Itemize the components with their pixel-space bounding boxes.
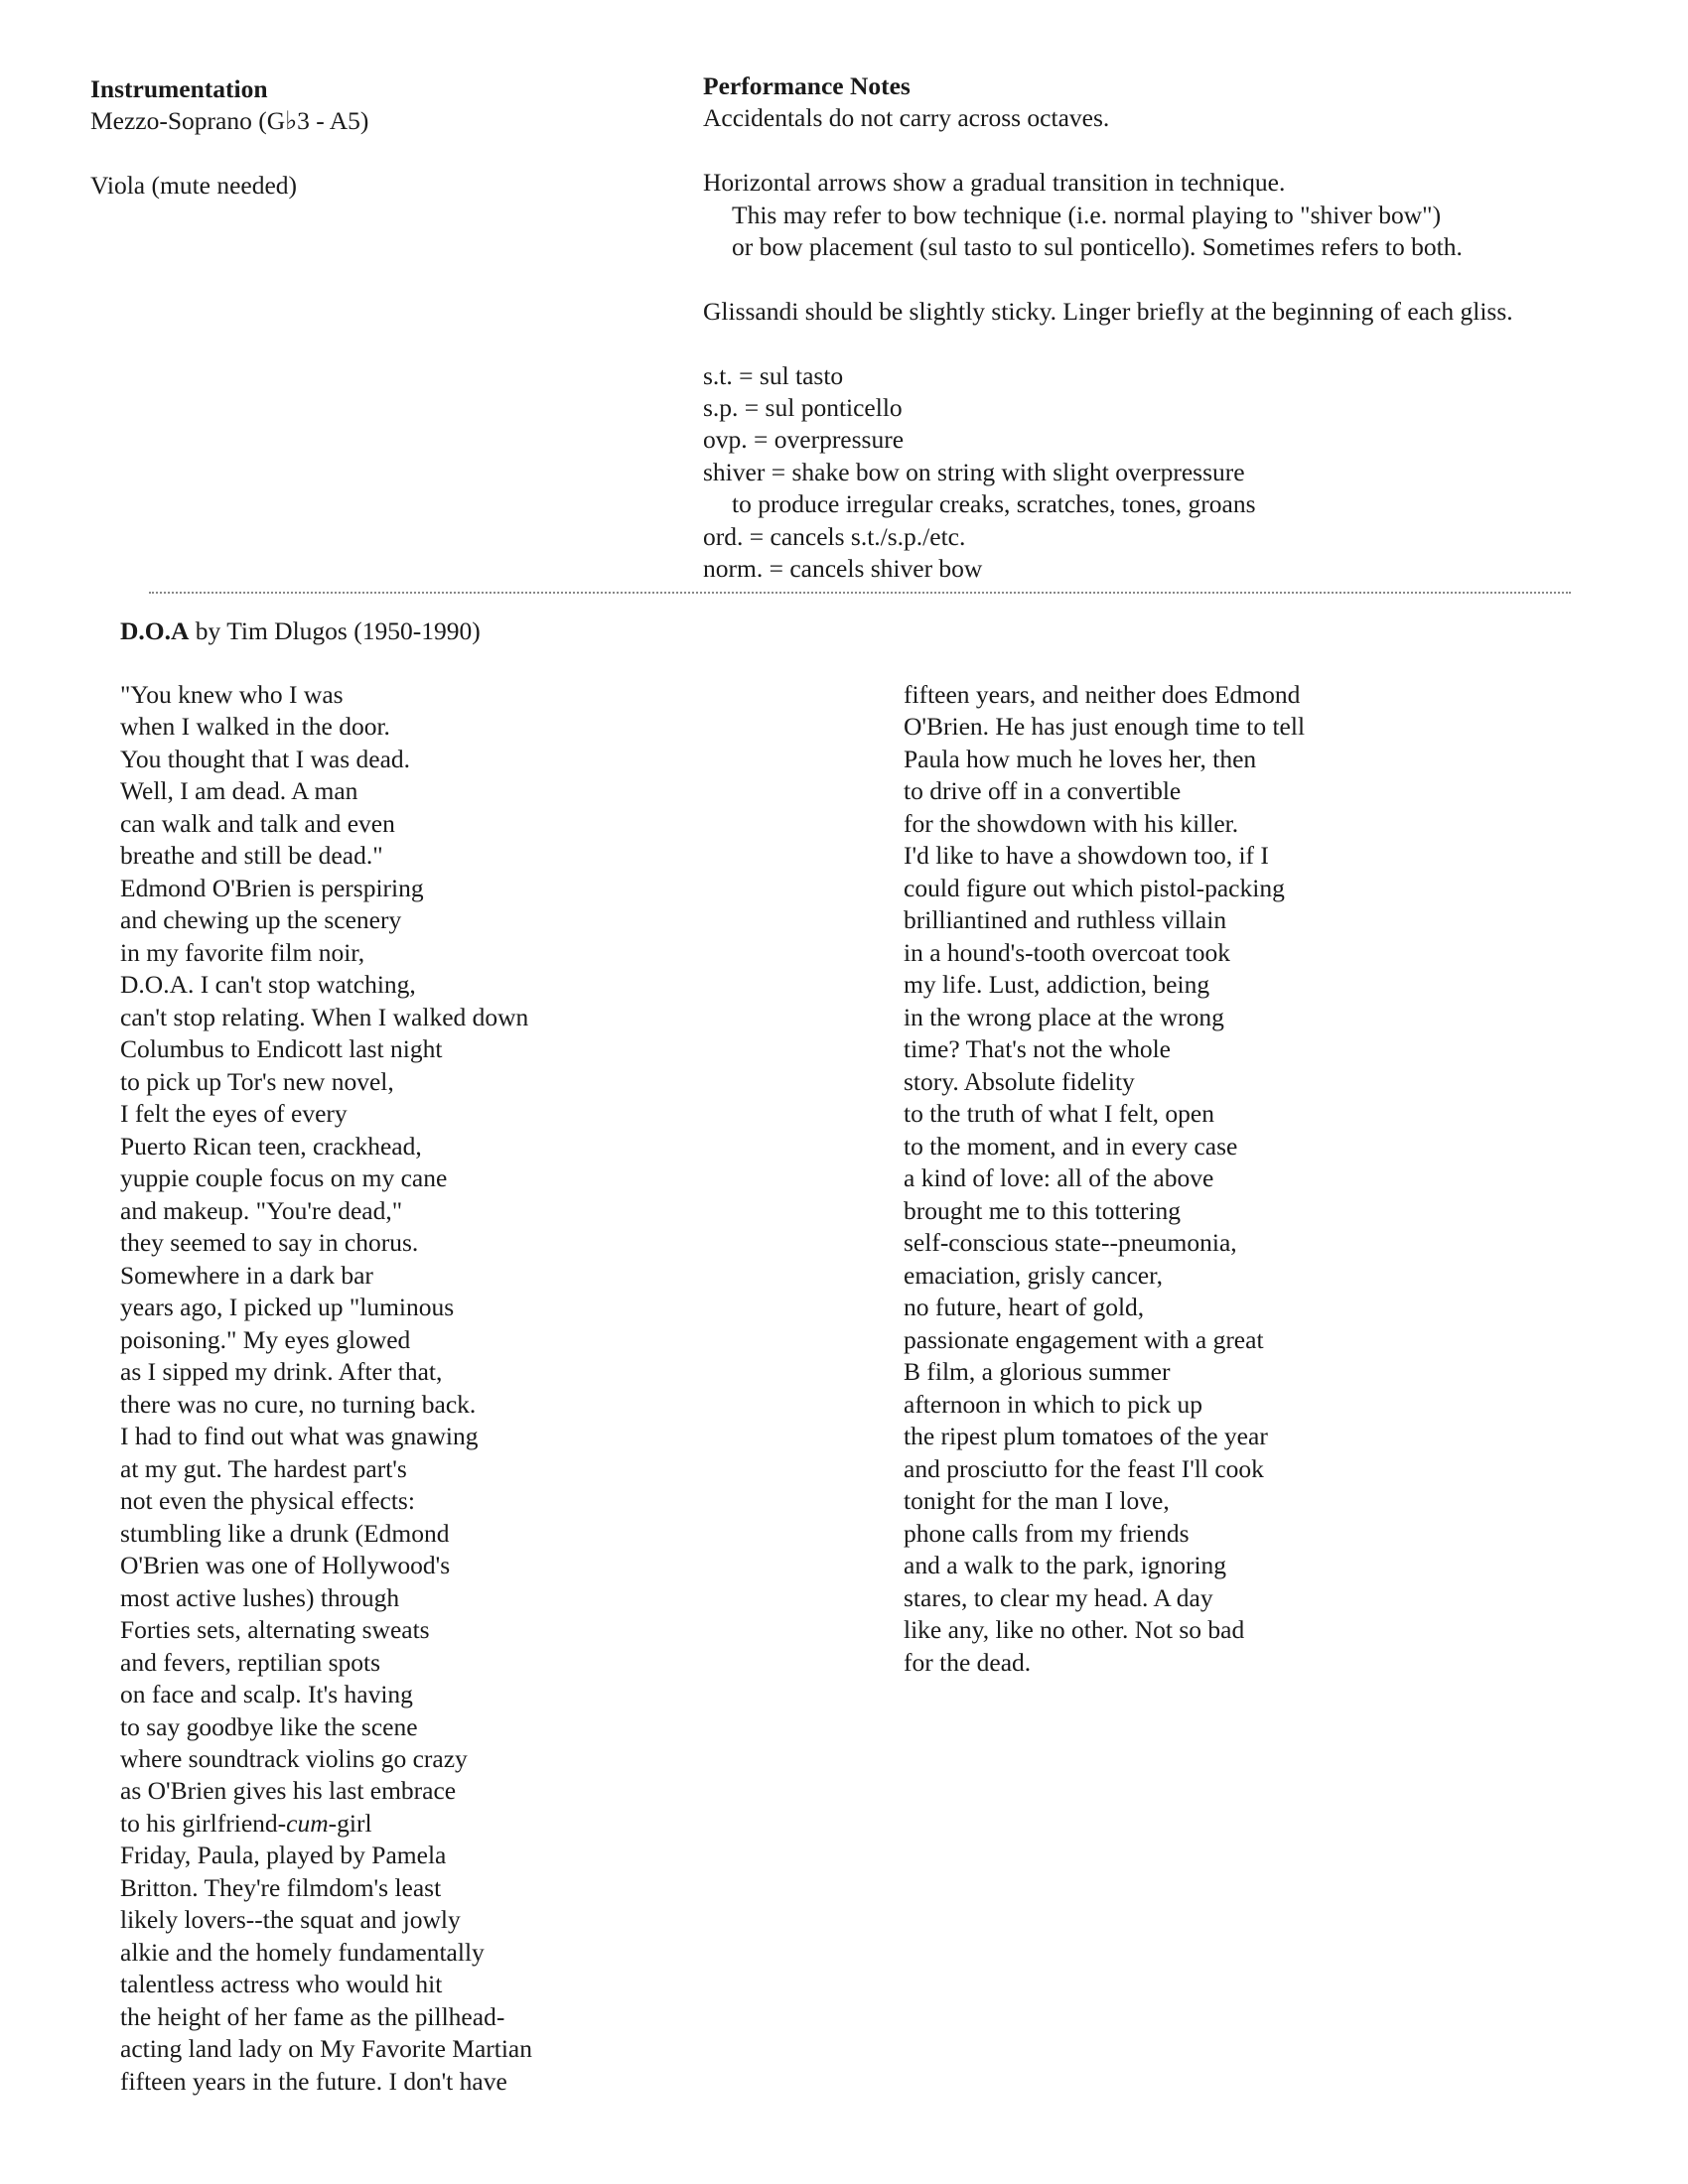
poem-line: Paula how much he loves her, then <box>904 744 1257 773</box>
voice-range: Mezzo-Soprano (G♭3 - A5) <box>90 106 369 136</box>
poem-line: and a walk to the park, ignoring <box>904 1551 1227 1580</box>
poem-line: poisoning." My eyes glowed <box>120 1324 411 1354</box>
poem-line: O'Brien. He has just enough time to tell <box>904 712 1306 742</box>
note-arrows-detail: This may refer to bow technique (i.e. normal playing to "shiver bow") <box>732 200 1442 229</box>
poem-line: fifteen years in the future. I don't have <box>120 2066 507 2096</box>
poem-line: in my favorite film noir, <box>120 937 365 967</box>
poem-line: O'Brien was one of Hollywood's <box>120 1551 451 1580</box>
poem-line: when I walked in the door. <box>120 712 390 742</box>
poem-line: and chewing up the scenery <box>120 905 402 935</box>
poem-line: I had to find out what was gnawing <box>120 1422 479 1451</box>
poem-line: the height of her fame as the pillhead- <box>120 2001 505 2031</box>
poem-line-part: -girl <box>328 1808 372 1838</box>
note-sul-ponticello: s.p. = sul ponticello <box>703 393 903 423</box>
performance-notes-heading: Performance Notes <box>703 71 911 100</box>
poem-line: where soundtrack violins go crazy <box>120 1743 468 1773</box>
poem-line: to drive off in a convertible <box>904 776 1182 806</box>
poem-byline: by Tim Dlugos (1950-1990) <box>189 616 481 645</box>
poem-line: stares, to clear my head. A day <box>904 1582 1213 1612</box>
poem-line: Somewhere in a dark bar <box>120 1260 373 1290</box>
poem-line: in a hound's-tooth overcoat took <box>904 937 1230 967</box>
poem-line: "You knew who I was <box>120 680 344 709</box>
poem-line: at my gut. The hardest part's <box>120 1453 407 1483</box>
poem-line: the ripest plum tomatoes of the year <box>904 1422 1268 1451</box>
poem-line: most active lushes) through <box>120 1582 400 1612</box>
poem-line: there was no cure, no turning back. <box>120 1389 477 1419</box>
note-shiver: shiver = shake bow on string with slight overpressure <box>703 457 1245 486</box>
poem-line: not even the physical effects: <box>120 1486 415 1516</box>
poem-line: You thought that I was dead. <box>120 744 411 773</box>
poem-line: for the dead. <box>904 1647 1032 1677</box>
performance-notes-section <box>703 70 1513 585</box>
poem-line: for the showdown with his killer. <box>904 808 1239 838</box>
poem-line: Well, I am dead. A man <box>120 776 358 806</box>
poem-line <box>120 1808 532 1840</box>
poem-line: time? That's not the whole <box>904 1034 1171 1064</box>
poem-column-left <box>120 679 532 2098</box>
poem-line: talentless actress who would hit <box>120 1970 443 1999</box>
poem-line: passionate engagement with a great <box>904 1324 1264 1354</box>
dotted-divider <box>149 592 1571 594</box>
poem-line: to the truth of what I felt, open <box>904 1099 1214 1129</box>
poem-line: story. Absolute fidelity <box>904 1066 1135 1096</box>
poem-line: to say goodbye like the scene <box>120 1711 418 1741</box>
poem-line: and makeup. "You're dead," <box>120 1195 403 1225</box>
poem-line: to pick up Tor's new novel, <box>120 1066 394 1096</box>
note-sul-tasto: s.t. = sul tasto <box>703 360 844 390</box>
poem-line: brought me to this tottering <box>904 1195 1182 1225</box>
poem-column-right <box>904 679 1305 1679</box>
instrument-line: Viola (mute needed) <box>90 171 298 201</box>
poem-line: yuppie couple focus on my cane <box>120 1163 448 1193</box>
poem-line: self-conscious state--pneumonia, <box>904 1228 1237 1258</box>
poem-line-part: to his girlfriend- <box>120 1808 287 1838</box>
poem-line: breathe and still be dead." <box>120 841 383 871</box>
note-overpressure: ovp. = overpressure <box>703 425 905 455</box>
poem-title-text: D.O.A <box>120 616 190 645</box>
poem-line: as I sipped my drink. After that, <box>120 1357 443 1387</box>
note-arrows-detail: or bow placement (sul tasto to sul ponticello). Sometimes refers to both. <box>732 232 1463 262</box>
poem-line: acting land lady on My Favorite Martian <box>120 2034 532 2064</box>
poem-line-italic: cum <box>286 1808 329 1838</box>
poem-line: Forties sets, alternating sweats <box>120 1615 430 1645</box>
note-shiver-detail: to produce irregular creaks, scratches, tones, groans <box>732 489 1256 519</box>
note-norm: norm. = cancels shiver bow <box>703 554 983 584</box>
poem-line: can walk and talk and even <box>120 808 395 838</box>
poem-line: tonight for the man I love, <box>904 1486 1170 1516</box>
poem-line: like any, like no other. Not so bad <box>904 1615 1245 1645</box>
poem-line: Columbus to Endicott last night <box>120 1034 443 1064</box>
poem-line: afternoon in which to pick up <box>904 1389 1202 1419</box>
poem-line: and prosciutto for the feast I'll cook <box>904 1453 1264 1483</box>
poem-line: phone calls from my friends <box>904 1518 1190 1548</box>
poem-line: on face and scalp. It's having <box>120 1680 413 1709</box>
poem-line: could figure out which pistol-packing <box>904 873 1285 902</box>
note-glissandi: Glissandi should be slightly sticky. Linger briefly at the beginning of each gliss. <box>703 296 1513 326</box>
poem-line: likely lovers--the squat and jowly <box>120 1905 461 1935</box>
poem-line: D.O.A. I can't stop watching, <box>120 970 416 1000</box>
poem-line: Friday, Paula, played by Pamela <box>120 1841 447 1870</box>
poem-line: stumbling like a drunk (Edmond <box>120 1518 450 1548</box>
poem-line: as O'Brien gives his last embrace <box>120 1776 457 1806</box>
poem-line: emaciation, grisly cancer, <box>904 1260 1163 1290</box>
poem-title <box>120 615 481 647</box>
poem-line: Edmond O'Brien is perspiring <box>120 873 424 902</box>
poem-line: my life. Lust, addiction, being <box>904 970 1210 1000</box>
poem-line: they seemed to say in chorus. <box>120 1228 419 1258</box>
poem-line: in the wrong place at the wrong <box>904 1002 1224 1031</box>
poem-line: I felt the eyes of every <box>120 1099 348 1129</box>
poem-line: can't stop relating. When I walked down <box>120 1002 529 1031</box>
instrumentation-heading: Instrumentation <box>90 74 268 103</box>
note-ord: ord. = cancels s.t./s.p./etc. <box>703 521 966 551</box>
poem-line: to the moment, and in every case <box>904 1131 1238 1160</box>
poem-line: a kind of love: all of the above <box>904 1163 1214 1193</box>
note-accidentals: Accidentals do not carry across octaves. <box>703 103 1110 133</box>
poem-line: and fevers, reptilian spots <box>120 1647 381 1677</box>
poem-line: B film, a glorious summer <box>904 1357 1171 1387</box>
poem-line: no future, heart of gold, <box>904 1293 1145 1322</box>
instrumentation-section <box>90 73 368 203</box>
poem-line: I'd like to have a showdown too, if I <box>904 841 1269 871</box>
poem-line: Puerto Rican teen, crackhead, <box>120 1131 422 1160</box>
poem-line: Britton. They're filmdom's least <box>120 1872 442 1902</box>
note-arrows: Horizontal arrows show a gradual transition in technique. <box>703 168 1286 198</box>
poem-line: alkie and the homely fundamentally <box>120 1937 485 1967</box>
poem-line: brilliantined and ruthless villain <box>904 905 1227 935</box>
poem-line: fifteen years, and neither does Edmond <box>904 680 1301 709</box>
poem-line: years ago, I picked up "luminous <box>120 1293 455 1322</box>
